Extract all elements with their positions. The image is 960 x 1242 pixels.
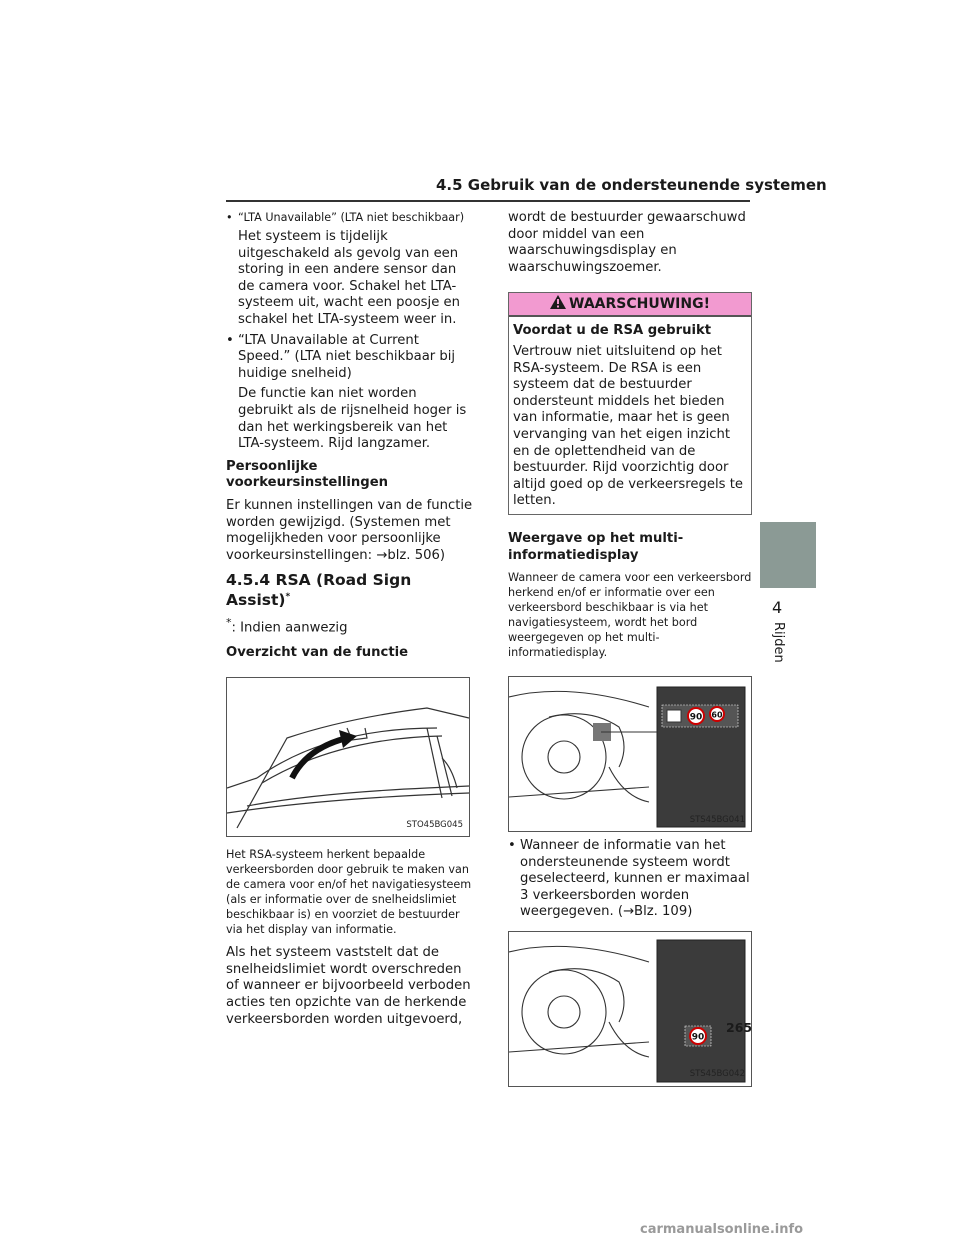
windshield-figure [226, 677, 470, 837]
footnote-star: * [226, 615, 232, 629]
warning-text: Vertrouw niet uitsluitend op het RSA-systeem. De RSA is een systeem dat de bestuurder ondersteunt middels het bieden van informatie, maar het is geen vervanging van het eigen inzicht en de oplettendheid van de bestuurder. Rijd voorzichtig door altijd goed op de verkeersregels te letten. [513, 343, 743, 509]
chapter-label: Rijden [771, 622, 786, 663]
figure-code: STS45BG042 [689, 1069, 745, 1080]
section-title [226, 572, 474, 608]
left-column [226, 210, 474, 1034]
warning-triangle-icon [550, 295, 566, 314]
dashboard-figure [508, 931, 752, 1087]
paragraph: wordt de bestuurder gewaarschuwd door middel van een waarschuwingsdisplay en waarschuwingszoemer. [508, 210, 746, 275]
warning-header [509, 293, 751, 317]
running-header: 4.5 Gebruik van de ondersteunende systemen [436, 176, 827, 194]
warning-subheading: Voordat u de RSA gebruikt [513, 323, 712, 339]
bullet-item [226, 210, 474, 225]
paragraph: Als het systeem vaststelt dat de snelheidslimiet wordt overschreden of wanneer er bijvoorbeeld verboden acties ten opzichte van de herkende verkeersborden worden uitgevoerd, [226, 945, 471, 1027]
paragraph: Er kunnen instellingen van de functie worden gewijzigd. (Systemen met mogelijkheden voor persoonlijke voorkeursinstellingen: →blz. 506) [226, 497, 473, 563]
bullet-text: Wanneer de informatie van het ondersteunende systeem wordt geselecteerd, kunnen er maximaal 3 verkeersborden worden weergegeven. (→Blz. 109) [520, 838, 750, 920]
subheading: Overzicht van de functie [226, 644, 409, 660]
subheading: Persoonlijke voorkeursinstellingen [226, 458, 389, 491]
speed-sign-90: 90 [691, 1032, 705, 1043]
figure-code: STS45BG041 [689, 814, 745, 825]
figure-caption: Het RSA-systeem herkent bepaalde verkeersborden door gebruik te maken van de camera voor en/of het navigatiesysteem (als er informatie over de snelheidslimiet beschikbaar is) en voorziet de bestuurder via het display van informatie. [226, 848, 472, 937]
footnote [226, 615, 474, 637]
watermark: carmanualsonline.info [640, 1222, 804, 1237]
chapter-tab [760, 522, 816, 588]
bullet-dot: • [508, 838, 516, 854]
bullet-body: De functie kan niet worden gebruikt als de rijsnelheid hoger is dan het werkingsbereik van het LTA-systeem. Rijd langzamer. [238, 386, 467, 452]
chapter-number: 4 [772, 598, 783, 617]
warning-body [509, 317, 751, 514]
bullet-body: Het systeem is tijdelijk uitgeschakeld als gevolg van een storing in een andere sensor dan de camera voor. Schakel het LTA-systeem uit, wacht een poosje en schakel het LTA-systeem weer in. [238, 229, 460, 327]
figure-code: STO45BG045 [406, 819, 463, 830]
speed-sign-60: 60 [711, 710, 723, 720]
section-title-text: 4.5.4 RSA (Road Sign Assist) [226, 571, 412, 610]
bullet-dot: • [226, 332, 234, 348]
warning-title: WAARSCHUWING! [569, 296, 710, 313]
footnote-star: * [285, 591, 291, 602]
header-rule [226, 200, 750, 202]
bullet-label: “LTA Unavailable” (LTA niet beschikbaar) [238, 211, 465, 224]
warning-box [508, 292, 752, 515]
page-number: 265 [726, 1020, 753, 1035]
speed-sign-90: 90 [689, 712, 703, 723]
subheading: Weergave op het multi-informatiedisplay [508, 530, 684, 563]
paragraph: Wanneer de camera voor een verkeersbord herkend en/of er informatie over een verkeersbord beschikbaar is via het navigatiesysteem, wordt het bord weergegeven op het multi-informatiedisplay. [508, 571, 752, 660]
dashboard-figure [508, 676, 752, 832]
footnote-text: : Indien aanwezig [231, 620, 348, 636]
bullet-item [508, 838, 752, 921]
bullet-dot: • [226, 211, 233, 224]
bullet-item [226, 333, 474, 383]
dashboard-illustration [509, 677, 751, 831]
windshield-illustration [227, 678, 469, 836]
bullet-label: “LTA Unavailable at Current Speed.” (LTA niet beschikbaar bij huidige snelheid) [238, 332, 456, 381]
dashboard-illustration [509, 932, 751, 1086]
right-column [508, 210, 752, 1087]
